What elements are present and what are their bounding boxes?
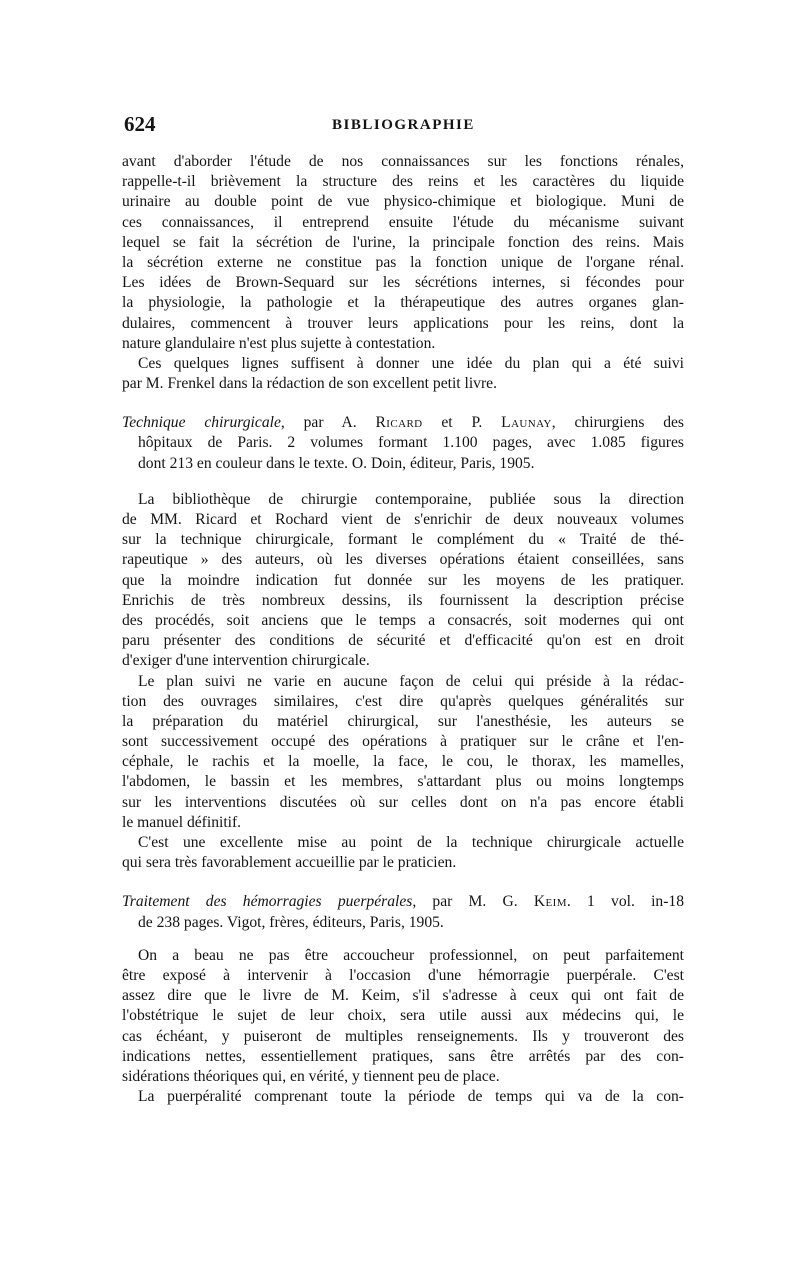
text-line: Les idées de Brown-Sequard sur les sécrétions internes, si fécondes pour [122, 274, 684, 292]
text-line: d'exiger d'une intervention chirurgicale. [122, 652, 370, 670]
text-line: de MM. Ricard et Rochard vient de s'enrichir de deux nouveaux volumes [122, 511, 684, 528]
text-line: On a beau ne pas être accoucheur professionnel, on peut parfaitement [138, 946, 684, 964]
text-line: sur les interventions discutées où sur celles dont on n'a pas encore établi [122, 793, 684, 811]
review-body-keim [122, 946, 684, 1108]
text-line: urinaire au double point de vue physico-chimique et biologique. Muni de [122, 193, 684, 211]
review-reference-ricard [122, 413, 684, 474]
text-line: cas échéant, y puiseront de multiples renseignements. Ils y trouveront des [122, 1027, 684, 1045]
text-line: nature glandulaire n'est plus sujette à contestation. [122, 334, 436, 352]
author-name: Launay [501, 414, 552, 432]
text-line: assez dire que le livre de M. Keim, s'il s'adresse à ceux qui ont fait de [122, 987, 684, 1005]
book-title: Technique chirurgicale [122, 414, 281, 432]
text-line: paru présenter des conditions de sécurité et d'efficacité qu'on est en droit [122, 632, 684, 650]
text-line: l'obstétrique le sujet de leur choix, sera utile aussi aux médecins qui, le [122, 1007, 684, 1025]
page-header [124, 112, 684, 142]
text-line: sur la technique chirurgicale, formant le complément du « Traité de thé- [122, 531, 684, 549]
text-line: dulaires, commencent à trouver leurs applications pour les reins, dont la [122, 314, 684, 332]
text-line: que la moindre indication fut donnée sur les moyens de les pratiquer. [122, 571, 684, 589]
text-line: être exposé à intervenir à l'occasion d'une hémorragie puerpérale. C'est [122, 966, 684, 984]
text-line: sont successivement occupé des opérations à pratiquer sur le crâne et l'en- [122, 733, 684, 751]
intro-paragraph-2 [122, 354, 684, 394]
text-line: la sécrétion externe ne constitue pas la fonction unique de l'organe rénal. [122, 253, 684, 271]
text-line: l'abdomen, le bassin et les membres, s'attardant plus ou moins longtemps [122, 773, 684, 791]
text-line: rapeutique » des auteurs, où les diverses opérations étaient conseillées, sans [122, 551, 684, 569]
running-head: BIBLIOGRAPHIE [332, 117, 475, 133]
text-line: lequel se fait la sécrétion de l'urine, la principale fonction des reins. Mais [122, 233, 684, 251]
text-line: tion des ouvrages similaires, c'est dire qu'après quelques généralités sur [122, 692, 684, 710]
intro-paragraph [122, 152, 684, 354]
text-line: Le plan suivi ne varie en aucune façon de celui qui préside à la rédac- [138, 672, 684, 690]
text-column [122, 152, 684, 1107]
text-line: céphale, le rachis et la moelle, la face, le cou, le thorax, les mamelles, [122, 753, 684, 771]
text-line: indications nettes, essentiellement pratiques, sans être arrêtés par des con- [122, 1047, 684, 1065]
text-line: La bibliothèque de chirurgie contemporaine, publiée sous la direction [138, 490, 684, 508]
author-name: Keim [533, 893, 567, 911]
text-line: ces connaissances, il entreprend ensuite l'étude du mécanisme suivant [122, 213, 684, 231]
text-line: le manuel définitif. [122, 813, 242, 831]
reference-line: Technique chirurgicale, par A. Ricard et P. Launay, chirurgiens des [122, 414, 685, 432]
reference-line: Traitement des hémorragies puerpérales, par M. G. Keim. 1 vol. in-18 [122, 893, 684, 911]
review-reference-keim [122, 892, 684, 932]
reference-line: de 238 pages. Vigot, frères, éditeurs, Paris, 1905. [138, 913, 444, 931]
text-line: Enrichis de très nombreux dessins, ils fournissent la description précise [122, 591, 684, 609]
text-line: rappelle-t-il brièvement la structure des reins et les caractères du liquide [122, 173, 684, 191]
text-line: avant d'aborder l'étude de nos connaissances sur les fonctions rénales, [122, 153, 684, 170]
text-line: par M. Frenkel dans la rédaction de son excellent petit livre. [122, 375, 497, 393]
text-line: La puerpéralité comprenant toute la période de temps qui va de la con- [138, 1088, 684, 1106]
reference-line: hôpitaux de Paris. 2 volumes formant 1.100 pages, avec 1.085 figures [138, 434, 684, 452]
text-line: la physiologie, la pathologie et la thérapeutique des autres organes glan- [122, 294, 684, 312]
text-line: la préparation du matériel chirurgical, sur l'anesthésie, les auteurs se [122, 712, 684, 730]
text-line: sidérations théoriques qui, en vérité, y tiennent peu de place. [122, 1067, 500, 1085]
book-title: Traitement des hémorragies puerpérales [122, 893, 413, 911]
text-line: des procédés, soit anciens que le temps a consacrés, soit modernes qui ont [122, 611, 684, 629]
text-line: C'est une excellente mise au point de la technique chirurgicale actuelle [138, 834, 684, 851]
text-line: Ces quelques lignes suffisent à donner une idée du plan qui a été suivi [138, 354, 684, 372]
text-line: qui sera très favorablement accueillie par le praticien. [122, 854, 457, 872]
page-number: 624 [124, 112, 156, 136]
reference-line: dont 213 en couleur dans le texte. O. Doin, éditeur, Paris, 1905. [138, 454, 535, 472]
author-name: Ricard [375, 414, 423, 432]
review-body-ricard [122, 490, 684, 874]
